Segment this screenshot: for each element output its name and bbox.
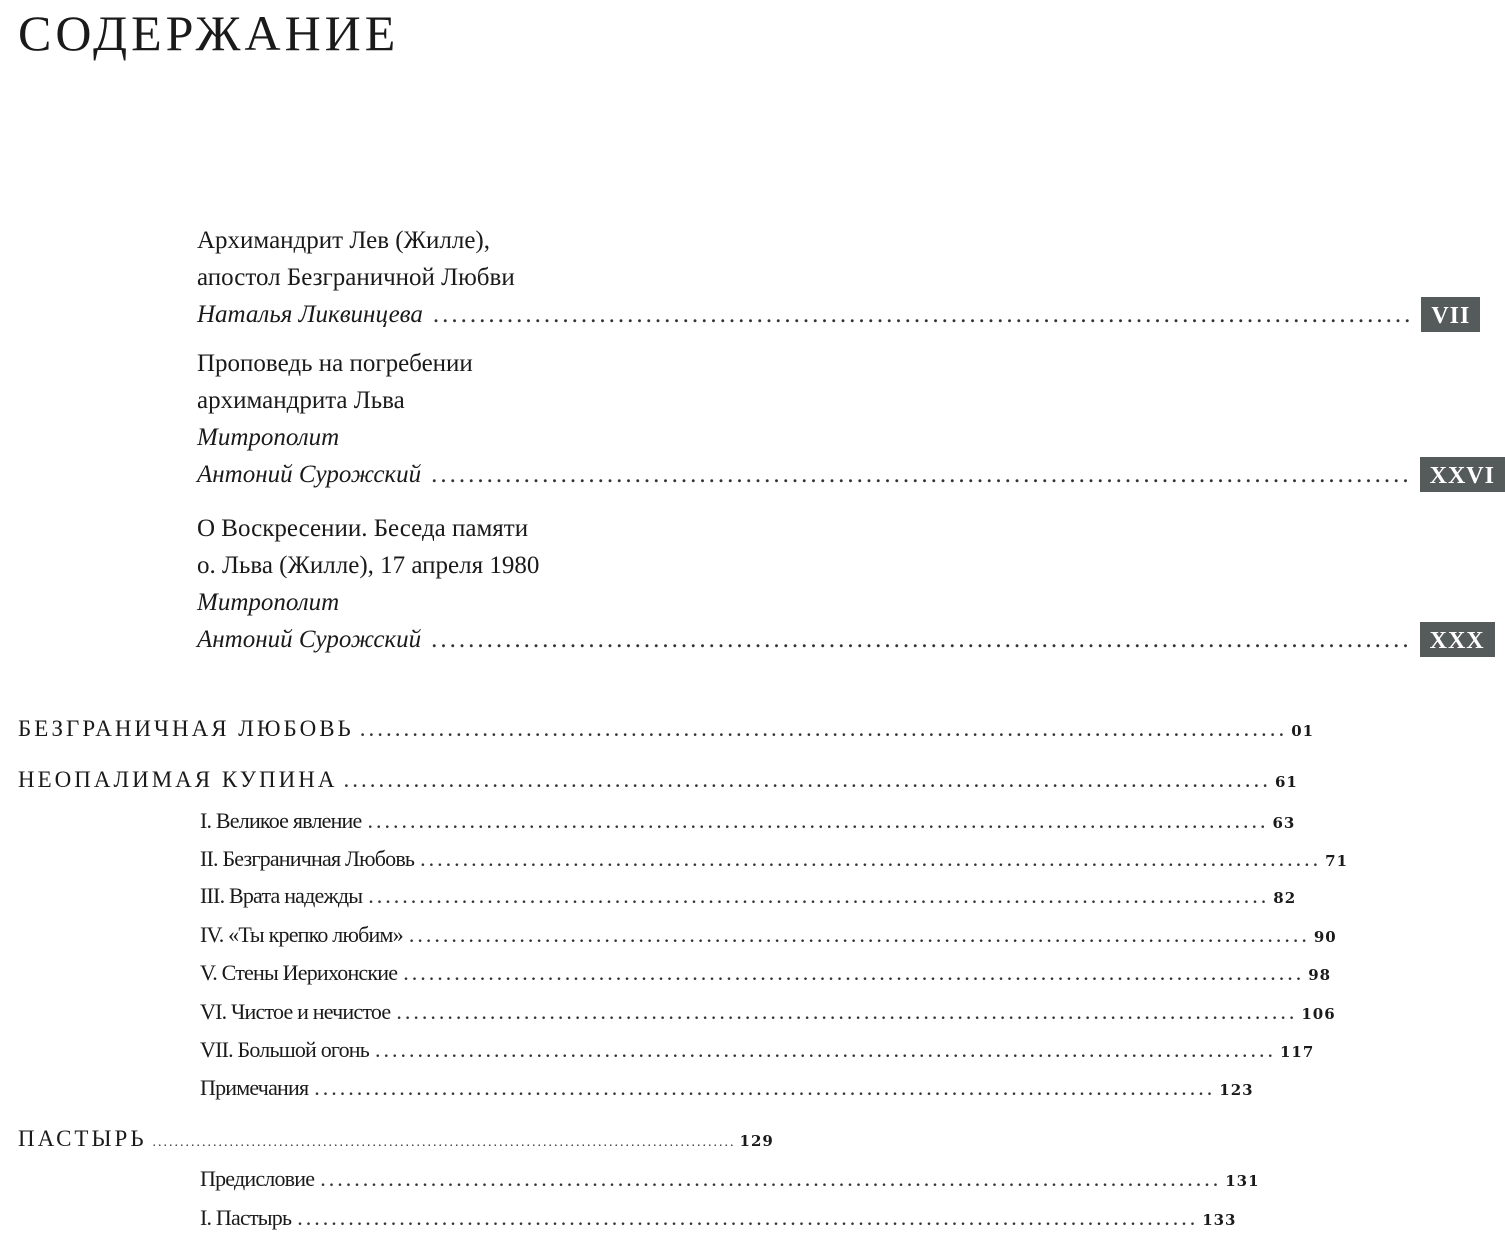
intro-entry[interactable] (197, 345, 1495, 493)
intro-author-row (197, 296, 1471, 333)
toc-label: БЕЗГРАНИЧНАЯ ЛЮБОВЬ (18, 716, 354, 741)
toc-page-number: 129 (739, 1132, 774, 1150)
intro-author-row (197, 621, 1485, 658)
toc-label: VI. Чистое и нечистое (200, 999, 391, 1024)
intro-title-line: О Воскресении. Беседа памяти (197, 515, 529, 542)
dot-leader: .......................................................................................................... (343, 767, 1271, 792)
toc-label: I. Пастырь (200, 1205, 292, 1230)
intro-author-title: Митрополит (197, 424, 340, 451)
toc-label: ПАСТЫРЬ (18, 1126, 147, 1151)
toc-page-number: 01 (1291, 722, 1315, 740)
page-title: СОДЕРЖАНИЕ (18, 5, 400, 61)
intro-author: Наталья Ликвинцева (197, 301, 423, 328)
toc-label: III. Врата надежды (200, 883, 363, 908)
toc-entry[interactable] (200, 1166, 1260, 1192)
toc-section-entry[interactable] (18, 767, 1298, 793)
toc-section-entry[interactable] (18, 1126, 774, 1152)
toc-page-number: 61 (1274, 773, 1298, 791)
intro-author-row (197, 456, 1495, 493)
intro-title-line: апостол Безграничной Любви (197, 264, 515, 291)
toc-page-number: 63 (1272, 814, 1296, 832)
dot-leader: .......................................................................................................... (297, 1205, 1199, 1230)
toc-entry[interactable] (200, 1037, 1315, 1063)
toc-label: Предисловие (200, 1166, 315, 1191)
page-badge: XXVI (1420, 457, 1505, 492)
toc-page-number: 98 (1308, 966, 1332, 984)
toc-label: VII. Большой огонь (200, 1037, 369, 1062)
toc-entry[interactable] (200, 883, 1297, 909)
toc-label: V. Стены Иерихонские (200, 960, 398, 985)
toc-label: I. Великое явление (200, 808, 362, 833)
dot-leader: .......................................................................................................... (431, 461, 1412, 488)
intro-title-line: о. Льва (Жилле), 17 апреля 1980 (197, 552, 540, 579)
intro-title-line: архимандрита Льва (197, 387, 405, 414)
toc-entry[interactable] (200, 1205, 1237, 1231)
toc-label: НЕОПАЛИМАЯ КУПИНА (18, 767, 338, 792)
dot-leader: .......................................................................................................... (420, 846, 1322, 871)
toc-label: IV. «Ты крепко любим» (200, 922, 403, 947)
toc-page-number: 90 (1313, 928, 1337, 946)
intro-author: Антоний Сурожский (197, 461, 422, 488)
toc-section-entry[interactable] (18, 716, 1315, 742)
dot-leader: .......................................................................................................... (368, 883, 1270, 908)
dot-leader: .......................................................................................................... (431, 626, 1412, 653)
intro-author: Антоний Сурожский (197, 626, 422, 653)
toc-page-number: 133 (1202, 1211, 1237, 1229)
page-badge: XXX (1420, 622, 1495, 657)
toc-entry[interactable] (200, 808, 1296, 834)
toc-label: II. Безграничная Любовь (200, 846, 415, 871)
toc-page-number: 71 (1325, 852, 1349, 870)
dot-leader: .......................................................................................................... (359, 716, 1288, 741)
toc-page-number: 117 (1280, 1043, 1315, 1061)
dot-leader: .......................................................................................................... (314, 1075, 1216, 1100)
dot-leader: .......................................................................................................... (152, 1135, 736, 1150)
intro-entry[interactable] (197, 222, 1471, 333)
toc-entry[interactable] (200, 1075, 1254, 1101)
toc-page-number: 106 (1301, 1005, 1336, 1023)
intro-author-title: Митрополит (197, 589, 340, 616)
intro-entry[interactable] (197, 510, 1485, 658)
dot-leader: .......................................................................................................... (320, 1166, 1222, 1191)
toc-label: Примечания (200, 1075, 309, 1100)
toc-entry[interactable] (200, 999, 1336, 1025)
page-badge: VII (1421, 297, 1480, 332)
dot-leader: .......................................................................................................... (408, 922, 1310, 947)
toc-entry[interactable] (200, 922, 1337, 948)
toc-entry[interactable] (200, 846, 1349, 872)
dot-leader: .......................................................................................................... (367, 808, 1269, 833)
intro-title-line: Архимандрит Лев (Жилле), (197, 227, 490, 254)
toc-page-number: 82 (1273, 889, 1297, 907)
intro-title-line: Проповедь на погребении (197, 350, 473, 377)
toc-entry[interactable] (200, 960, 1332, 986)
dot-leader: .......................................................................................................... (403, 960, 1305, 985)
toc-page-number: 131 (1225, 1172, 1260, 1190)
dot-leader: .......................................................................................................... (375, 1037, 1276, 1062)
dot-leader: .......................................................................................................... (396, 999, 1298, 1024)
dot-leader: .......................................................................................................... (432, 301, 1414, 328)
toc-page-number: 123 (1219, 1081, 1254, 1099)
